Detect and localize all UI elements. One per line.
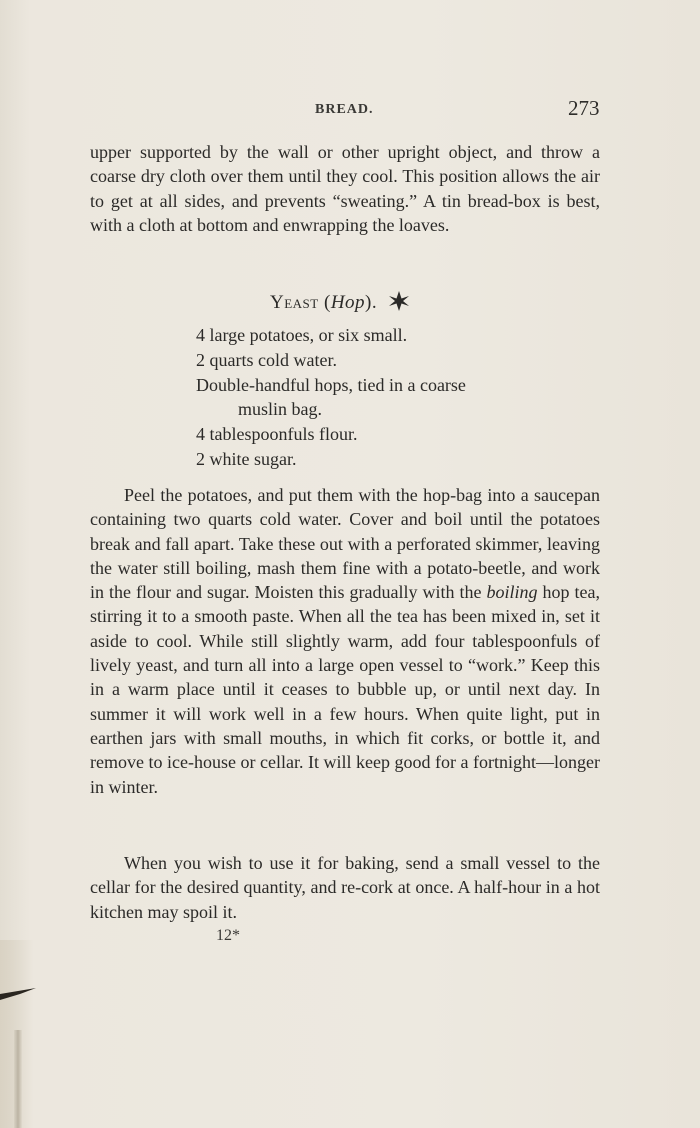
signature-mark: 12* bbox=[216, 927, 240, 944]
recipe-title-paren: (Hop). bbox=[323, 292, 378, 313]
storage-paragraph bbox=[90, 851, 600, 924]
running-title: BREAD. bbox=[315, 102, 374, 117]
recipe-title bbox=[270, 290, 470, 314]
storage-text: When you wish to use it for baking, send a small vessel to the cellar for the desired quantity, and re-cork at once. A half-hour in a hot kitchen may spoil it. bbox=[90, 853, 600, 922]
ingredient-item: 4 large potatoes, or six small. bbox=[196, 325, 408, 345]
recipe-title-main: Yeast bbox=[270, 292, 319, 313]
method-emphasis: boiling bbox=[486, 582, 538, 603]
page-number: 273 bbox=[568, 96, 600, 120]
ingredient-item: 4 tablespoonfuls flour. bbox=[196, 424, 358, 445]
ink-mark-icon bbox=[0, 986, 38, 1002]
ingredient-list bbox=[196, 323, 596, 472]
method-text-part-1: Peel the potatoes, and put them with the hop-bag into a saucepan containing two quarts cold water. Cover and boil until the potatoes break and fall apart. Take these out with a perforated skimmer, leaving the water still boiling, mash them fine with a potato-beetle, and work in the flour and sugar. Moisten this gradually with the bbox=[90, 485, 600, 603]
ingredient-item: Double-handful hops, tied in a coarse bbox=[196, 374, 466, 395]
method-text bbox=[90, 483, 600, 799]
maltese-cross-icon bbox=[388, 290, 410, 312]
ingredient-item: muslin bag. bbox=[238, 399, 322, 420]
binding-edge bbox=[14, 1030, 22, 1128]
ingredient-item: 2 quarts cold water. bbox=[196, 349, 337, 370]
method-paragraph bbox=[90, 483, 600, 799]
paragraph-continued bbox=[90, 140, 600, 237]
method-text-part-2: hop tea, stirring it to a smooth paste. When all the tea has been mixed in, set it aside to cool. While still slightly warm, add four tablespoonfuls of lively yeast, and turn all into a large open vessel to “work.” Keep this in a warm place until it ceases to bubble up, or until next day. In summer it will work well in a few hours. When quite light, put in earthen jars with small mouths, in which fit corks, or bottle it, and remove to ice-house or cellar. It will keep good for a fortnight—longer in winter. bbox=[90, 582, 600, 797]
recipe-title-sub: Hop bbox=[330, 292, 366, 313]
ingredient-item: 2 white sugar. bbox=[196, 448, 297, 469]
paragraph-text: upper supported by the wall or other upright object, and throw a coarse dry cloth over them until they cool. This position allows the air to get at all sides, and prevents “sweating.” A tin bread-box is best, with a cloth at bottom and enwrapping the loaves. bbox=[90, 142, 600, 235]
running-head bbox=[0, 96, 700, 126]
